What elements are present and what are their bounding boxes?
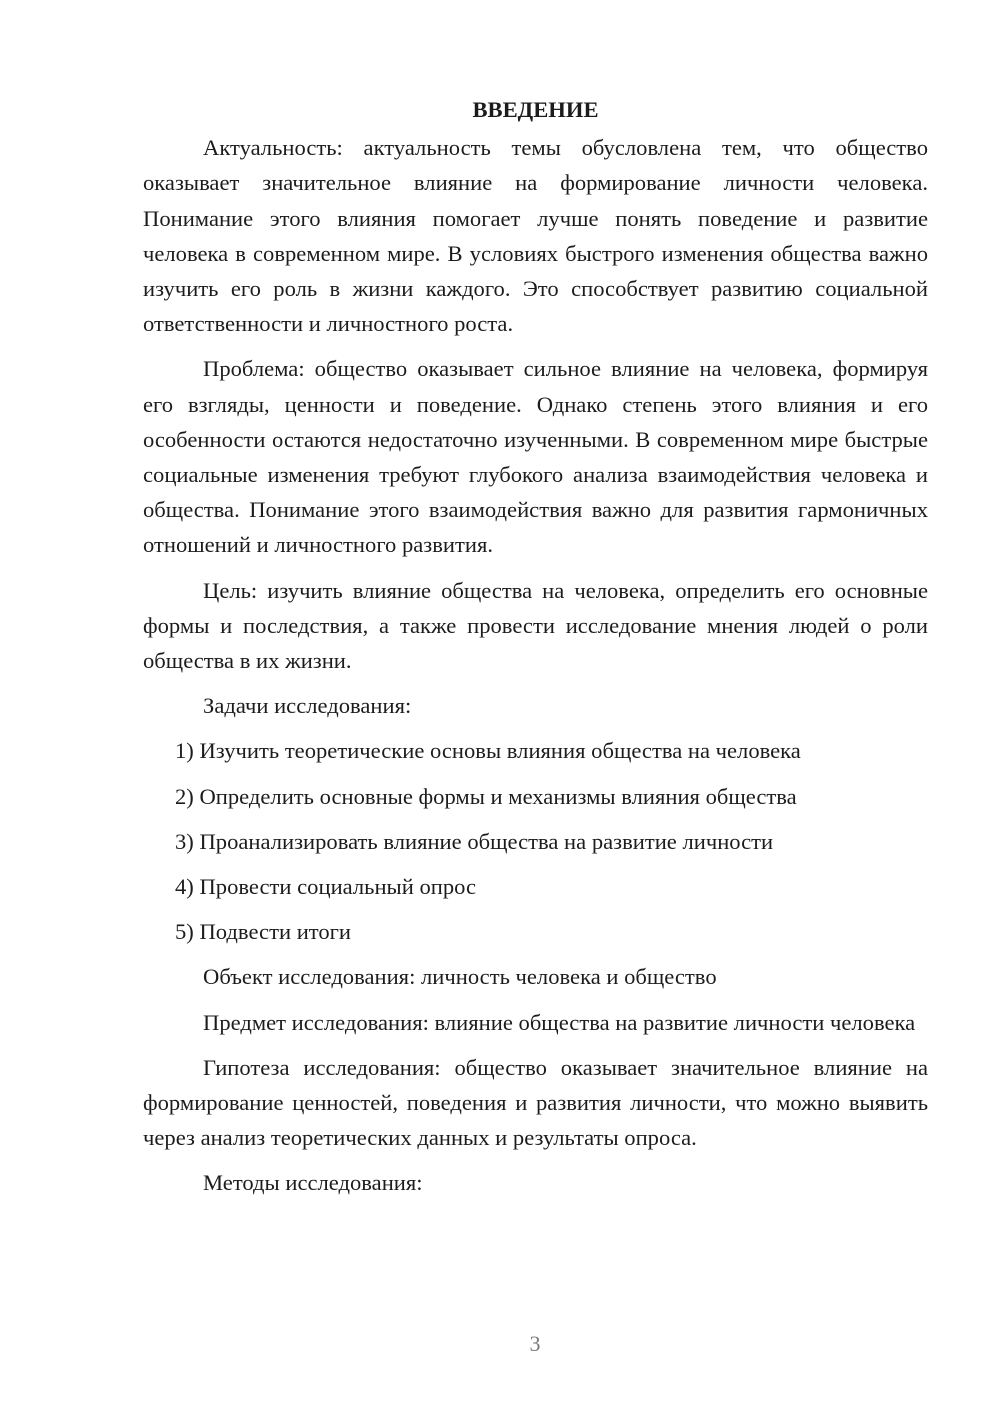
list-item: 1) Изучить теоретические основы влияния общества на человека (175, 738, 801, 764)
section-title: ВВЕДЕНИЕ (472, 97, 599, 122)
paragraph-goal: Цель: изучить влияние общества на человека, определить его основные формы и последствия, а также провести исследование мнения людей о роли общества в их жизни. (143, 577, 928, 674)
paragraph-hypothesis: Гипотеза исследования: общество оказывает значительное влияние на формирование ценностей, поведения и развития личности, что можно выявить через анализ теоретических данных и результаты опроса. (143, 1054, 928, 1151)
paragraph-relevance: Актуальность: актуальность темы обусловлена тем, что общество оказывает значительное влияние на формирование личности человека. Понимание этого влияния помогает лучше понять поведение и развитие человека в современном мире. В условиях быстрого изменения общества важно изучить его роль в жизни каждого. Это способствует развитию социальной ответственности и личностного роста. (143, 135, 928, 337)
paragraph-object: Объект исследования: личность человека и общество (203, 964, 717, 990)
list-item: 2) Определить основные формы и механизмы влияния общества (175, 783, 797, 809)
tasks-list (143, 733, 928, 949)
list-item: 4) Провести социальный опрос (175, 874, 477, 900)
methods-heading: Методы исследования: (203, 1170, 423, 1196)
document-page (143, 92, 928, 1211)
paragraph-problem: Проблема: общество оказывает сильное влияние на человека, формируя его взгляды, ценности и поведение. Однако степень этого влияния и его особенности остаются недостаточно изученными. В современном мире быстрые социальные изменения требуют глубокого анализа взаимодействия человека и общества. Понимание этого взаимодействия важно для развития гармоничных отношений и личностного развития. (143, 356, 928, 558)
paragraph-subject: Предмет исследования: влияние общества на развитие личности человека (203, 1009, 916, 1035)
list-item: 3) Проанализировать влияние общества на развитие личности (175, 828, 774, 854)
page-number: 3 (529, 1331, 541, 1356)
list-item: 5) Подвести итоги (175, 919, 352, 945)
tasks-heading: Задачи исследования: (203, 693, 412, 719)
